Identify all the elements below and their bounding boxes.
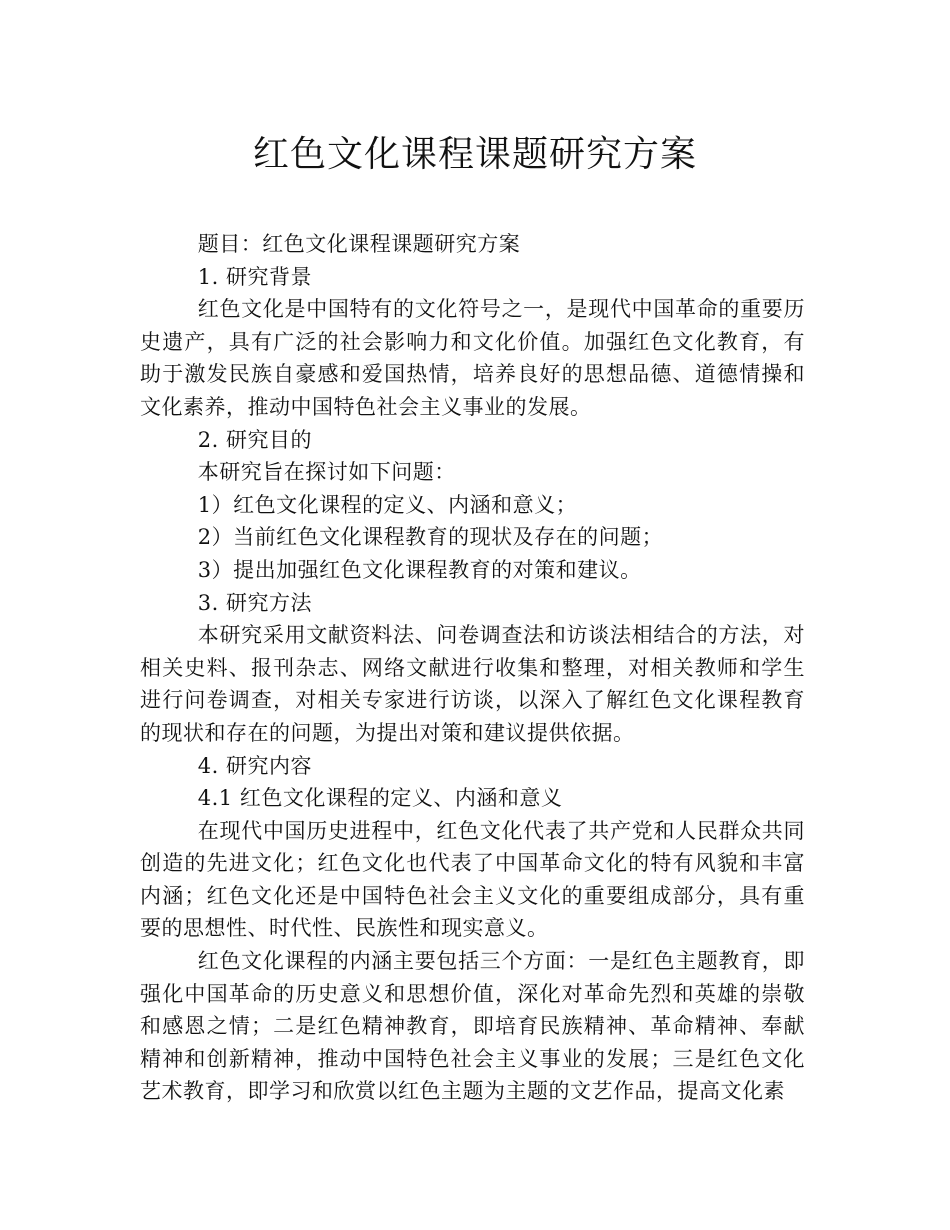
- section-heading-methods: 3. 研究方法: [197, 590, 312, 615]
- content-paragraph-1: 在现代中国历史进程中，红色文化代表了共产党和人民群众共同创造的先进文化；红色文化也代表了中国革命文化的特有风貌和丰富内涵；红色文化还是中国特色社会主义文化的重要组成部分，具有重要的思想性、时代性、民族性和现实意义。: [140, 818, 805, 941]
- topic-line: 题目：红色文化课程课题研究方案: [197, 232, 521, 256]
- document-body: [140, 228, 805, 1108]
- purpose-item-2: 2）当前红色文化课程教育的现状及存在的问题；: [197, 525, 664, 550]
- background-paragraph: 红色文化是中国特有的文化符号之一，是现代中国革命的重要历史遗产，具有广泛的社会影响力和文化价值。加强红色文化教育，有助于激发民族自豪感和爱国热情，培养良好的思想品德、道德情操和文化素养，推动中国特色社会主义事业的发展。: [140, 297, 805, 419]
- document-title: 红色文化课程课题研究方案: [252, 134, 697, 175]
- section-heading-content: 4. 研究内容: [197, 753, 312, 778]
- subsection-heading-4-1: 4.1 红色文化课程的定义、内涵和意义: [197, 786, 563, 811]
- content-paragraph-2: 红色文化课程的内涵主要包括三个方面：一是红色主题教育，即强化中国革命的历史意义和思想价值，深化对革命先烈和英雄的崇敬和感恩之情；二是红色精神教育，即培育民族精神、革命精神、奉献精神和创新精神，推动中国特色社会主义事业的发展；三是红色文化艺术教育，即学习和欣赏以红色主题为主题的文艺作品，提高文化素: [140, 949, 805, 1104]
- section-heading-purpose: 2. 研究目的: [197, 427, 312, 452]
- purpose-intro: 本研究旨在探讨如下问题：: [197, 460, 456, 485]
- section-heading-background: 1. 研究背景: [197, 264, 312, 289]
- purpose-item-3: 3）提出加强红色文化课程教育的对策和建议。: [197, 557, 642, 582]
- purpose-item-1: 1）红色文化课程的定义、内涵和意义；: [197, 492, 578, 517]
- methods-paragraph: 本研究采用文献资料法、问卷调查法和访谈法相结合的方法，对相关史料、报刊杂志、网络文献进行收集和整理，对相关教师和学生进行问卷调查，对相关专家进行访谈，以深入了解红色文化课程教育的现状和存在的问题，为提出对策和建议提供依据。: [140, 623, 805, 745]
